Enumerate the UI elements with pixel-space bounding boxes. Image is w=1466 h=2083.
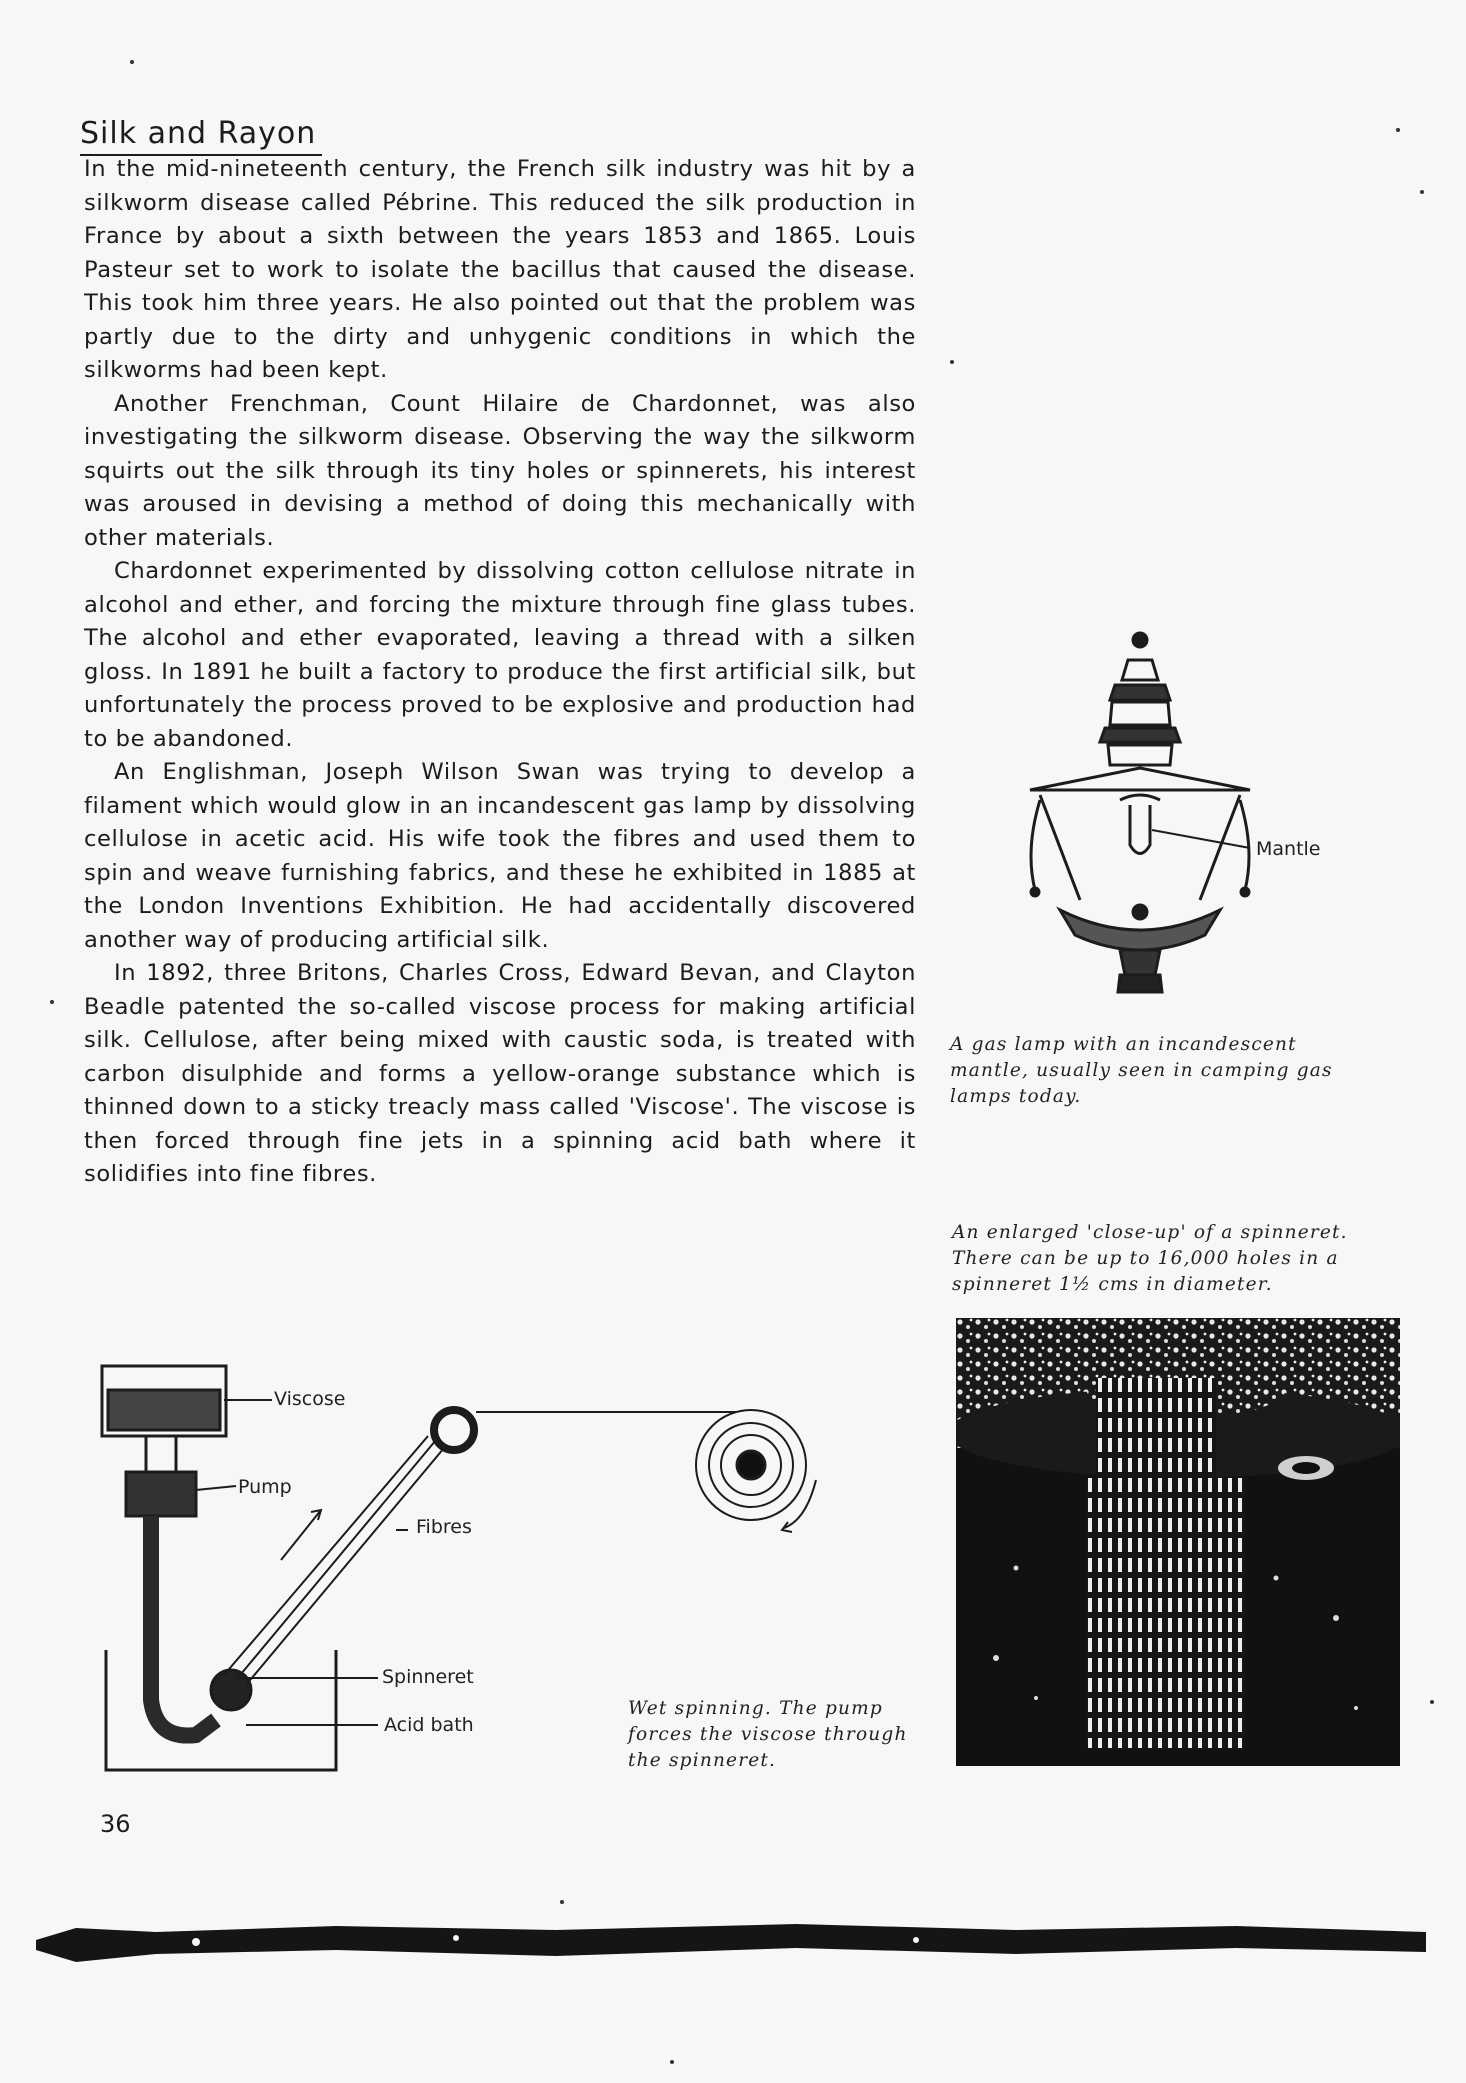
article-body: [84, 153, 916, 1192]
scan-speck: [670, 2060, 674, 2064]
scan-speck: [1430, 1700, 1434, 1704]
scan-speck: [130, 60, 134, 64]
fibres-label: Fibres: [416, 1516, 472, 1538]
paragraph: Another Frenchman, Count Hilaire de Chardonnet, was also investigating the silkworm disease. Observing the way the silkworm squirts out the silk through its tiny holes or spinnerets, his interest was aroused in devising a method of doing this mechanically with other materials.: [84, 390, 916, 551]
wet-spinning-caption: Wet spinning. The pump forces the viscose through the spinneret.: [628, 1698, 908, 1771]
section-title: Silk and Rayon: [80, 116, 322, 156]
paragraph: An Englishman, Joseph Wilson Swan was trying to develop a filament which would glow in an incandescent gas lamp by dissolving cellulose in acetic acid. His wife took the fibres and used them to spin and weave furnishing fabrics, and these he exhibited in 1885 at the London Inventions Exhibition. He had accidentally discovered another way of producing artificial silk.: [84, 759, 916, 953]
viscose-label: Viscose: [274, 1388, 346, 1410]
paragraph: In the mid-nineteenth century, the French silk industry was hit by a silkworm disease called Pébrine. This reduced the silk production in France by about a sixth between the years 1853 and 1865. Louis Pasteur set to work to isolate the bacillus that caused the disease. This took him three years. He also pointed out that the problem was partly due to the dirty and unhygenic conditions in which the silkworms had been kept.: [84, 156, 916, 383]
scan-edge-artifact: [36, 1918, 1426, 1970]
mantle-label: Mantle: [1256, 838, 1321, 860]
spinneret-caption: An enlarged 'close-up' of a spinneret. There can be up to 16,000 holes in a spinneret 1½ cms in diameter.: [952, 1222, 1348, 1295]
scan-speck: [1420, 190, 1424, 194]
scan-speck: [560, 1900, 564, 1904]
spinneret-label: Spinneret: [382, 1666, 474, 1688]
page-number: 36: [100, 1810, 131, 1838]
paragraph: Chardonnet experimented by dissolving cotton cellulose nitrate in alcohol and ether, and forcing the mixture through fine glass tubes. The alcohol and ether evaporated, leaving a thread with a silken gloss. In 1891 he built a factory to produce the first artificial silk, but unfortunately the process proved to be explosive and production had to be abandoned.: [84, 558, 916, 752]
acid-bath-label: Acid bath: [384, 1714, 474, 1736]
spinneret-closeup-photo: [956, 1318, 1400, 1766]
gas-lamp-illustration: [1020, 630, 1360, 1010]
paragraph: In 1892, three Britons, Charles Cross, Edward Bevan, and Clayton Beadle patented the so-called viscose process for making artificial silk. Cellulose, after being mixed with caustic soda, is treated with carbon disulphide and forms a yellow-orange substance which is thinned down to a sticky treacly mass called 'Viscose'. The viscose is then forced through fine jets in a spinning acid bath where it solidifies into fine fibres.: [84, 960, 916, 1187]
pump-label: Pump: [238, 1476, 292, 1498]
scan-speck: [50, 1000, 54, 1004]
gas-lamp-caption: A gas lamp with an incandescent mantle, usually seen in camping gas lamps today.: [950, 1034, 1333, 1107]
scan-speck: [950, 360, 954, 364]
scan-speck: [1396, 128, 1400, 132]
